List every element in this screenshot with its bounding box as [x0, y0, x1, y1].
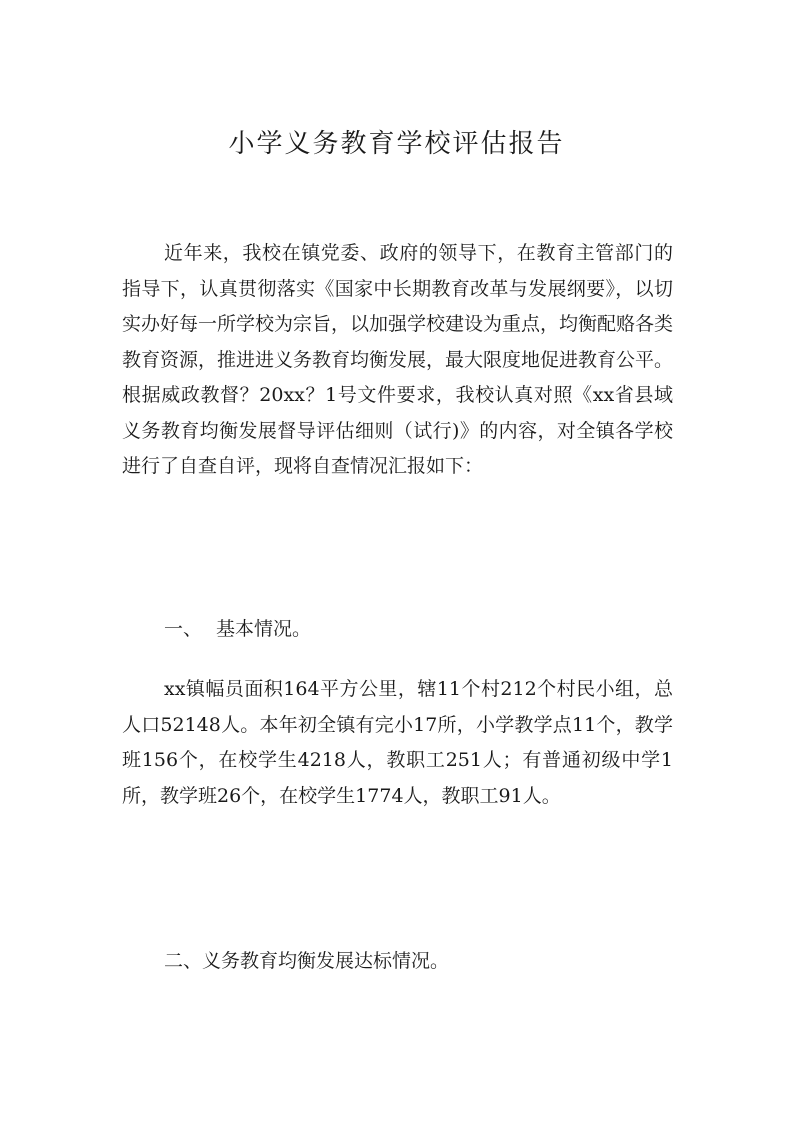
- section-2-heading: 二、义务教育均衡发展达标情况。: [164, 950, 450, 972]
- section-1-title: 基本情况。: [216, 618, 312, 640]
- document-title: 小学义务教育学校评估报告: [228, 129, 565, 159]
- basic-info-paragraph: xx镇幅员面积164平方公里，辖11个村212个村民小组，总人口52148人。本年初全镇有完小17所，小学教学点11个，教学班156个，在校学生4218人，教职工251人；有普通初级中学1所，教学班26个，在校学生1774人，教职工91人。: [122, 678, 673, 807]
- section-1-heading: [164, 612, 311, 648]
- section-1-number: 一、: [164, 618, 203, 640]
- intro-paragraph: 近年来，我校在镇党委、政府的领导下，在教育主管部门的指导下，认真贯彻落实《国家中长期教育改革与发展纲要》，以切实办好每一所学校为宗旨，以加强学校建设为重点，均衡配赂各类教育资源，推进进义务教育均衡发展，最大限度地促进教育公平。根据威政教督？20xx？1号文件要求，我校认真对照《xx省县域义务教育均衡发展督导评估细则（试行)》的内容，对全镇各学校进行了自查自评，现将自查情况汇报如下：: [122, 242, 674, 477]
